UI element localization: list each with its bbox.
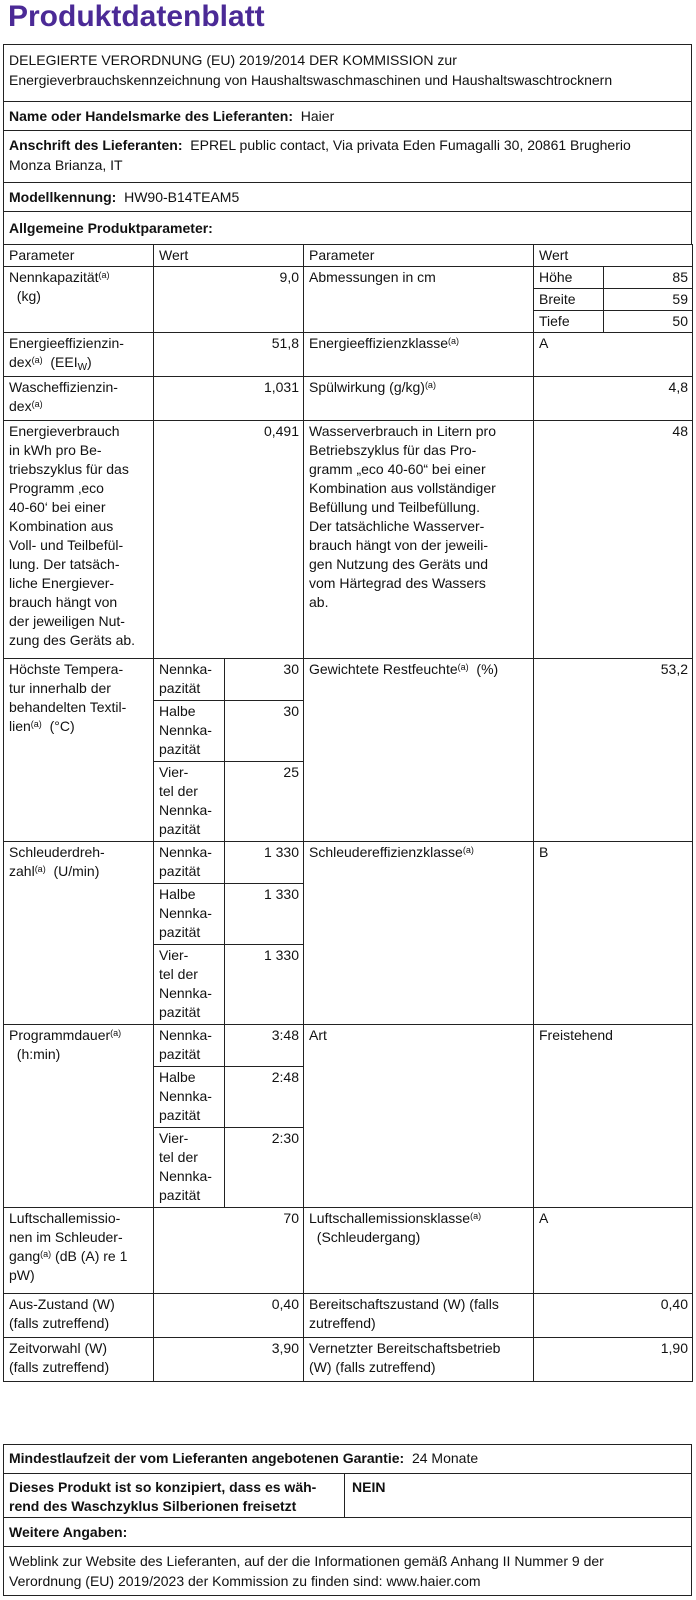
residual-moisture-label: Gewichtete Restfeuchte$^{(a)}$ (%)	[304, 659, 534, 842]
table-row	[4, 377, 693, 421]
duration-full-capacity-label: Nennka- pazität	[154, 1025, 225, 1067]
standby-value: 0,40	[534, 1294, 693, 1338]
table-row	[4, 421, 693, 659]
rinse-label: Spülwirkung $(g/kg)^{(a)}$	[304, 377, 534, 421]
eei-label: Energieeffizienzin- dex$^{(a)}$ $(EEI_W)$	[4, 333, 154, 377]
max-temperature-label: Höchste Tempera- tur innerhalb der behandelten Textil- lien$^{(a)}$ (°C)	[4, 659, 154, 842]
energy-consumption-value: 0,491	[154, 421, 304, 659]
model-value: HW90-B14TEAM5	[124, 189, 240, 205]
parameter-table	[3, 244, 693, 1382]
spin-class-value: B	[534, 842, 693, 1025]
further-info-label: Weitere Angaben:	[9, 1524, 128, 1540]
wash-efficiency-label: Wascheffizienzin- dex$^{(a)}$	[4, 377, 154, 421]
regulation-box	[3, 44, 692, 101]
temp-quarter-capacity-label: Vier- tel der Nennka- pazität	[154, 762, 225, 842]
table-row	[4, 1025, 693, 1067]
eei-value: 51,8	[154, 333, 304, 377]
spin-full-capacity-label: Nennka- pazität	[154, 842, 225, 884]
table-row	[4, 842, 693, 884]
model-box	[3, 182, 692, 211]
energy-class-value: A	[534, 333, 693, 377]
rinse-value: 4,8	[534, 377, 693, 421]
supplier-address-label: Anschrift des Lieferanten:	[9, 137, 183, 153]
weblink-box	[3, 1546, 692, 1596]
rated-capacity-label: Nennkapazität$^{(a)}$ (kg)	[4, 267, 154, 333]
supplier-address-box	[3, 130, 692, 182]
weblink-line-1: Weblink zur Website des Lieferanten, auf der die Informationen gemäß Anhang II Nummer 9 der	[9, 1553, 604, 1569]
temp-full-capacity-value: 30	[225, 659, 304, 701]
guarantee-box	[3, 1444, 692, 1473]
energy-consumption-label: Energieverbrauch in kWh pro Be- triebszyklus für das Programm ‚eco 40-60‘ bei einer Kombination aus Voll- und Teilbefül- lung. Der tatsäch- liche Energiever- brauch hängt von der jeweiligen Nut- zung des Geräts ab.	[4, 421, 154, 659]
table-row	[4, 333, 693, 377]
guarantee-row	[9, 1449, 478, 1468]
supplier-address-value-1: EPREL public contact, Via privata Eden Fumagalli 30, 20861 Brugherio	[190, 137, 631, 153]
width-label: Breite	[534, 289, 604, 311]
spin-full-capacity-value: 1 330	[225, 842, 304, 884]
networked-standby-label: Vernetzter Bereitschaftsbetrieb (W) (falls zutreffend)	[304, 1338, 534, 1382]
table-row	[4, 659, 693, 701]
silver-ion-line-1: Dieses Produkt ist so konzipiert, dass es wäh-	[9, 1479, 317, 1495]
supplier-name-value: Haier	[300, 108, 335, 124]
energy-class-label: Energieeffizienzklasse$^{(a)}$	[304, 333, 534, 377]
table-row	[4, 1294, 693, 1338]
supplier-name-box	[3, 101, 692, 130]
spin-quarter-capacity-label: Vier- tel der Nennka- pazität	[154, 945, 225, 1025]
further-info-box	[3, 1517, 692, 1546]
regulation-line-1: DELEGIERTE VERORDNUNG (EU) 2019/2014 DER KOMMISSION zur	[9, 52, 457, 68]
noise-label: Luftschallemissio- nen im Schleuder- gang$^{(a)}$ (dB (A) re 1 pW)	[4, 1208, 154, 1294]
guarantee-label: Mindestlaufzeit der vom Lieferanten angebotenen Garantie:	[9, 1450, 405, 1466]
duration-half-capacity-value: 2:48	[225, 1067, 304, 1128]
noise-value: 70	[154, 1208, 304, 1294]
model-row	[9, 188, 239, 207]
type-value: Freistehend	[534, 1025, 693, 1208]
networked-standby-value: 1,90	[534, 1338, 693, 1382]
temp-half-capacity-label: Halbe Nennka- pazität	[154, 701, 225, 762]
spin-quarter-capacity-value: 1 330	[225, 945, 304, 1025]
header-value-1: Wert	[154, 245, 304, 267]
silver-ion-divider	[344, 1474, 345, 1518]
rated-capacity-value: 9,0	[154, 267, 304, 333]
table-row	[4, 1208, 693, 1294]
type-label: Art	[304, 1025, 534, 1208]
spin-class-label: Schleudereffizienzklasse$^{(a)}$	[304, 842, 534, 1025]
guarantee-value: 24 Monate	[411, 1450, 479, 1466]
supplier-name-row	[9, 107, 334, 126]
table-header-row	[4, 245, 693, 267]
standby-label: Bereitschaftszustand (W) (falls zutreffend)	[304, 1294, 534, 1338]
delay-start-value: 3,90	[154, 1338, 304, 1382]
page-title: Produktdatenblatt	[8, 0, 265, 33]
header-parameter-2: Parameter	[304, 245, 534, 267]
supplier-address-row	[9, 136, 631, 155]
water-consumption-label: Wasserverbrauch in Litern pro Betriebszyklus für das Pro- gramm „eco 40-60“ bei einer Kombination aus vollständiger Befüllung und Teilbefüllung. Der tatsächliche Wasserver- brauch hängt von der jeweili- gen Nutzung des Geräts und vom Härtegrad des Wassers ab.	[304, 421, 534, 659]
silver-ion-value: NEIN	[352, 1479, 386, 1495]
water-consumption-value: 48	[534, 421, 693, 659]
depth-value: 50	[604, 311, 693, 333]
height-label: Höhe	[534, 267, 604, 289]
duration-full-capacity-value: 3:48	[225, 1025, 304, 1067]
noise-class-label: Luftschallemissionsklasse$^{(a)}$ (Schleudergang)	[304, 1208, 534, 1294]
height-value: 85	[604, 267, 693, 289]
header-value-2: Wert	[534, 245, 693, 267]
silver-ion-line-2: rend des Waschzyklus Silberionen freisetzt	[9, 1498, 297, 1514]
regulation-line-2: Energieverbrauchskennzeichnung von Haushaltswaschmaschinen und Haushaltswaschtrocknern	[9, 72, 613, 88]
duration-quarter-capacity-label: Vier- tel der Nennka- pazität	[154, 1128, 225, 1208]
depth-label: Tiefe	[534, 311, 604, 333]
program-duration-label: Programmdauer$^{(a)}$ (h:min)	[4, 1025, 154, 1208]
width-value: 59	[604, 289, 693, 311]
table-row	[4, 267, 693, 289]
spin-half-capacity-value: 1 330	[225, 884, 304, 945]
noise-class-value: A	[534, 1208, 693, 1294]
off-mode-value: 0,40	[154, 1294, 304, 1338]
table-row	[4, 1338, 693, 1382]
silver-ion-box	[3, 1473, 692, 1517]
spin-speed-label: Schleuderdreh- zahl$^{(a)}$ (U/min)	[4, 842, 154, 1025]
dimensions-label: Abmessungen in cm	[304, 267, 534, 333]
supplier-name-label: Name oder Handelsmarke des Lieferanten:	[9, 108, 293, 124]
duration-quarter-capacity-value: 2:30	[225, 1128, 304, 1208]
wash-efficiency-value: 1,031	[154, 377, 304, 421]
off-mode-label: Aus-Zustand (W) (falls zutreffend)	[4, 1294, 154, 1338]
temp-full-capacity-label: Nennka- pazität	[154, 659, 225, 701]
supplier-address-value-2: Monza Brianza, IT	[9, 157, 123, 173]
header-parameter-1: Parameter	[4, 245, 154, 267]
weblink-line-2: Verordnung (EU) 2019/2023 der Kommission zu finden sind: www.haier.com	[9, 1573, 481, 1589]
residual-moisture-value: 53,2	[534, 659, 693, 842]
temp-half-capacity-value: 30	[225, 701, 304, 762]
temp-quarter-capacity-value: 25	[225, 762, 304, 842]
spin-half-capacity-label: Halbe Nennka- pazität	[154, 884, 225, 945]
general-params-label: Allgemeine Produktparameter:	[9, 220, 213, 236]
general-params-box	[3, 211, 692, 244]
delay-start-label: Zeitvorwahl (W) (falls zutreffend)	[4, 1338, 154, 1382]
duration-half-capacity-label: Halbe Nennka- pazität	[154, 1067, 225, 1128]
model-label: Modellkennung:	[9, 189, 117, 205]
